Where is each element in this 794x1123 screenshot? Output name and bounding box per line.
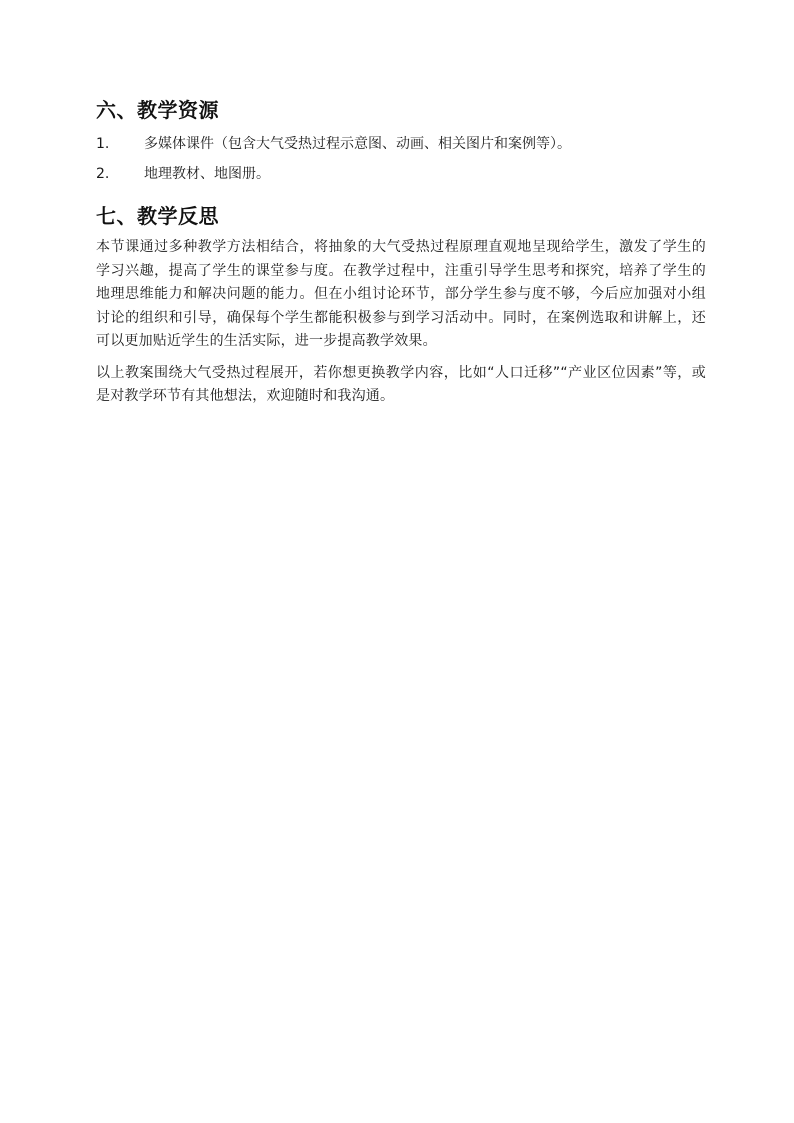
section-heading-teaching-resources: 六、教学资源 bbox=[96, 98, 219, 122]
list-item-number: 1. bbox=[96, 136, 110, 152]
list-item-text: 地理教材、地图册。 bbox=[144, 166, 270, 182]
section-heading-teaching-reflection: 七、教学反思 bbox=[96, 204, 219, 228]
reflection-paragraph: 本节课通过多种教学方法相结合，将抽象的大气受热过程原理直观地呈现给学生，激发了学生的学习兴趣，提高了学生的课堂参与度。在教学过程中，注重引导学生思考和探究，培养了学生的地理思维能力和解决问题的能力。但在小组讨论环节，部分学生参与度不够，今后应加强对小组讨论的组织和引导，确保每个学生都能积极参与到学习活动中。同时，在案例选取和讲解上，还可以更加贴近学生的生活实际，进一步提高教学效果。 bbox=[96, 239, 706, 349]
list-item bbox=[96, 134, 706, 154]
closing-paragraph: 以上教案围绕大气受热过程展开，若你想更换教学内容，比如“人口迁移”“产业区位因素”等，或是对教学环节有其他想法，欢迎随时和我沟通。 bbox=[96, 364, 706, 404]
list-item-number: 2. bbox=[96, 166, 110, 182]
list-item bbox=[96, 164, 706, 184]
document-content bbox=[96, 96, 706, 409]
list-item-text: 多媒体课件（包含大气受热过程示意图、动画、相关图片和案例等）。 bbox=[144, 136, 571, 152]
